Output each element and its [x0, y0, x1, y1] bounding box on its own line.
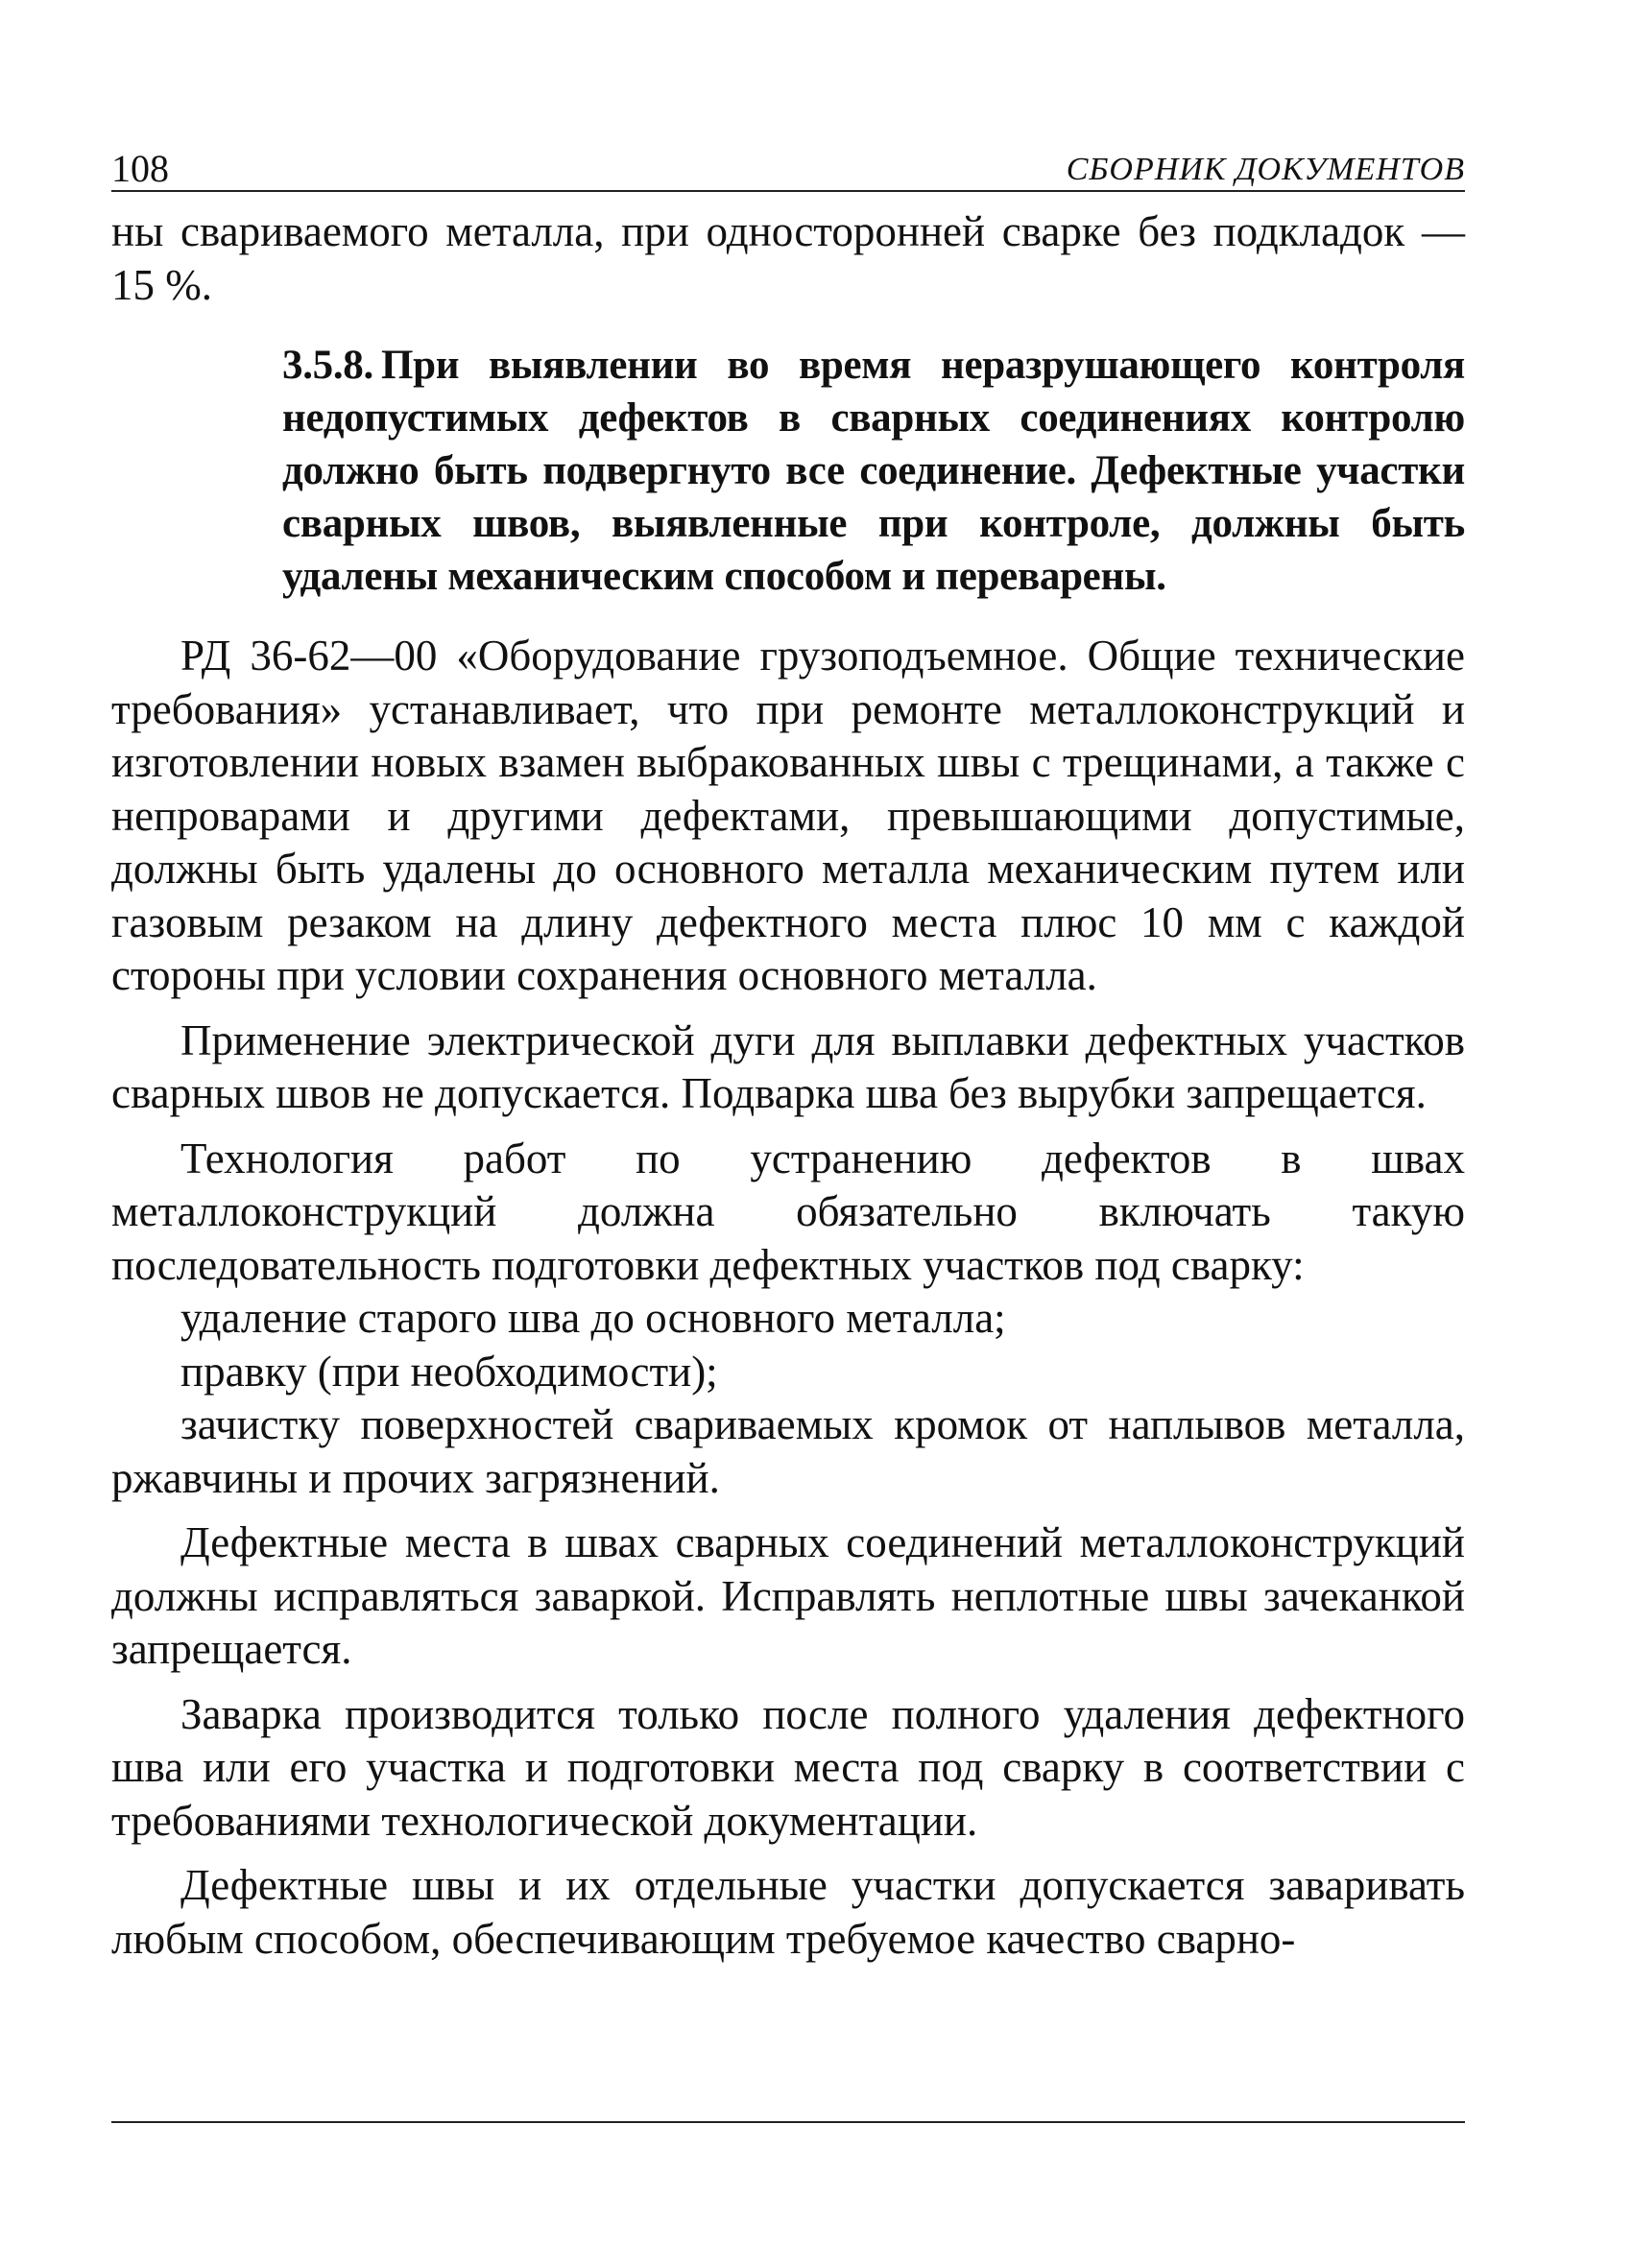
- paragraph: Дефектные места в швах сварных соединений металлоконструкций должны исправляться заваркой. Исправлять неплотные швы зачеканкой запрещается.: [111, 1518, 1465, 1673]
- paragraph: Дефектные швы и их отдельные участки допускается заваривать любым способом, обеспечивающим требуемое качество сварно-: [111, 1861, 1465, 1963]
- running-header: [111, 134, 1465, 192]
- list-item: удаление старого шва до основного металла;: [180, 1294, 1006, 1342]
- rule-number: 3.5.8.: [282, 343, 373, 388]
- paragraph: Применение электрической дуги для выплавки дефектных участков сварных швов не допускается. Подварка шва без вырубки запрещается.: [111, 1015, 1465, 1117]
- paragraph: ны свариваемого металла, при односторонней сварке без подкладок — 15 %.: [111, 207, 1465, 309]
- list-item: правку (при необходимости);: [180, 1347, 718, 1396]
- paragraph: Технология работ по устранению дефектов в швах металлоконструкций должна обязательно включать такую последовательность подготовки дефектных участков под сварку:: [111, 1134, 1465, 1289]
- rule-paragraph: [111, 339, 1465, 603]
- rule-text: При выявлении во время неразрушающего контроля недопустимых дефектов в сварных соединениях контролю должно быть подвергнуто все соединение. Дефектные участки сварных швов, выявленные при контроле, должны быть удалены механическим способом и переварены.: [282, 343, 1465, 599]
- paragraph: РД 36-62—00 «Оборудование грузоподъемное. Общие технические требования» устанавливает, что при ремонте металлоконструкций и изготовлении новых взамен выбракованных швы с трещинами, а также с непроварами и другими дефектами, превышающими допустимые, должны быть удалены до основного металла механическим путем или газовым резаком на длину дефектного места плюс 10 мм с каждой стороны при условии сохранения основного металла.: [111, 632, 1465, 999]
- paragraph: Заварка производится только после полного удаления дефектного шва или его участка и подготовки места под сварку в соответствии с требованиями технологической документации.: [111, 1689, 1465, 1845]
- list-item: зачистку поверхностей свариваемых кромок от наплывов металла, ржавчины и прочих загрязнений.: [111, 1400, 1465, 1502]
- book-title: СБОРНИК ДОКУМЕНТОВ: [1066, 152, 1465, 187]
- body-text: [111, 205, 1465, 1966]
- page-number: 108: [111, 147, 169, 190]
- document-page: [111, 134, 1465, 1966]
- footer-rule: [111, 2121, 1465, 2123]
